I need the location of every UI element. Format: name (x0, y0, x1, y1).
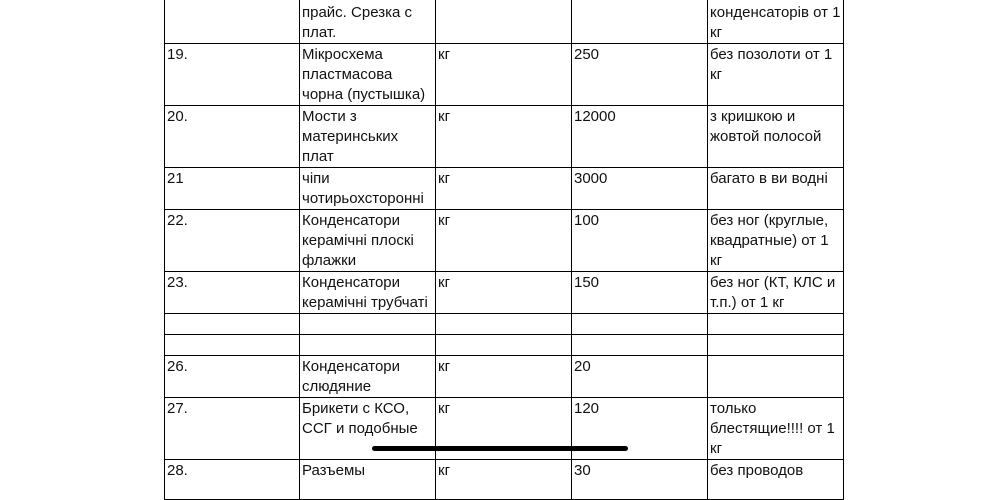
cell-note: без ног (КТ, КЛС и т.п.) от 1 кг (708, 272, 844, 314)
cell-price: 100 (572, 210, 708, 272)
cell-unit: кг (436, 106, 572, 168)
cell-unit: кг (436, 168, 572, 210)
cell-unit: кг (436, 398, 572, 460)
cell-note (708, 0, 844, 44)
table-row (165, 356, 844, 398)
cell-price (572, 0, 708, 44)
cell-note (708, 356, 844, 398)
cell-name: Конденсатори слюдяние (300, 356, 436, 398)
cell-name: Конденсатори керамічні плоскі флажки (300, 210, 436, 272)
table-row (165, 168, 844, 210)
cell-unit: кг (436, 460, 572, 500)
cell-unit (436, 335, 572, 356)
cell-note: з кришкою и жовтой полосой (708, 106, 844, 168)
cell-unit (436, 314, 572, 335)
cell-name-text: прайс. Срезка с плат. (302, 4, 412, 41)
cell-note: багато в ви водні (708, 168, 844, 210)
cell-price: 20 (572, 356, 708, 398)
cell-name (300, 314, 436, 335)
cell-note: без позолоти от 1 кг (708, 44, 844, 106)
cell-note: без проводов (708, 460, 844, 500)
cell-name: Мости з материнських плат (300, 106, 436, 168)
table-row (165, 106, 844, 168)
cell-price: 250 (572, 44, 708, 106)
cell-note (708, 314, 844, 335)
cell-unit (436, 0, 572, 44)
cell-note (708, 335, 844, 356)
cell-name: Разъемы (300, 460, 436, 500)
price-table (164, 0, 844, 500)
cell-name (300, 335, 436, 356)
cell-name: чіпи чотирьохсторонні (300, 168, 436, 210)
table-row (165, 272, 844, 314)
cell-num: 21 (165, 168, 300, 210)
cell-note: без ног (круглые, квадратные) от 1 кг (708, 210, 844, 272)
cell-price: 3000 (572, 168, 708, 210)
cell-price: 12000 (572, 106, 708, 168)
cell-name (300, 0, 436, 44)
cell-unit: кг (436, 210, 572, 272)
cell-price: 120 (572, 398, 708, 460)
table-row (165, 335, 844, 356)
table-row (165, 44, 844, 106)
cell-unit: кг (436, 272, 572, 314)
cell-note: только блестящие!!!! от 1 кг (708, 398, 844, 460)
cell-num: 20. (165, 106, 300, 168)
table-row (165, 314, 844, 335)
cell-num (165, 314, 300, 335)
cell-unit: кг (436, 44, 572, 106)
table-row (165, 460, 844, 500)
cell-price: 150 (572, 272, 708, 314)
cell-name: Конденсатори керамічні трубчаті (300, 272, 436, 314)
cell-num (165, 335, 300, 356)
cell-num: 22. (165, 210, 300, 272)
cell-price (572, 314, 708, 335)
cell-price: 30 (572, 460, 708, 500)
cell-price (572, 335, 708, 356)
cell-num: 28. (165, 460, 300, 500)
table-row (165, 0, 844, 44)
cell-num (165, 0, 300, 44)
cell-note-text: конденсаторів от 1 кг (710, 4, 841, 41)
cell-name: Мікросхема пластмасова чорна (пустышка) (300, 44, 436, 106)
cell-name: Брикети с КСО, ССГ и подобные (300, 398, 436, 460)
cell-unit: кг (436, 356, 572, 398)
cell-num: 19. (165, 44, 300, 106)
cell-num: 26. (165, 356, 300, 398)
table-row (165, 210, 844, 272)
cell-num: 27. (165, 398, 300, 460)
cell-num: 23. (165, 272, 300, 314)
home-indicator[interactable] (372, 446, 628, 451)
